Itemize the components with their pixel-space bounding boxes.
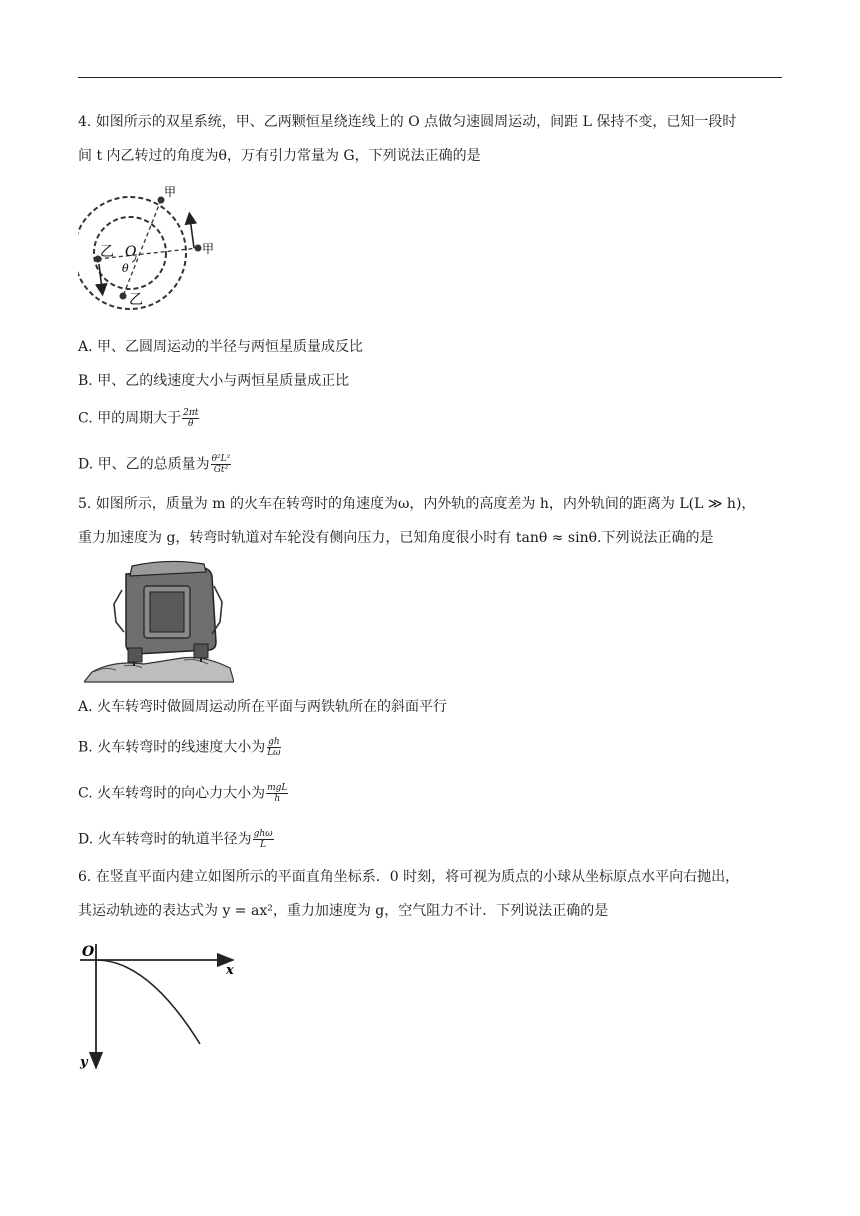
- q4-option-a: A. 甲、乙圆周运动的半径与两恒星质量成反比: [78, 339, 364, 355]
- q4-stem-line2: 间 t 内乙转过的角度为θ，万有引力常量为 G，下列说法正确的是: [78, 148, 481, 164]
- q5-train-figure: [84, 560, 234, 686]
- q4-option-d-denominator: Gt²: [213, 465, 229, 475]
- q4-label-yi-bottom: 乙: [129, 292, 143, 308]
- q5-option-b-fraction: [266, 737, 281, 758]
- q5-stem-line1: 5. 如图所示，质量为 m 的火车在转弯时的角速度为ω，内外轨的高度差为 h，内外轨间的距离为 L(L ≫ h)，: [78, 496, 756, 512]
- q6-trajectory-figure: [78, 940, 248, 1072]
- q4-option-d-numerator: θ²L²: [211, 454, 231, 464]
- q5-option-a: A. 火车转弯时做圆周运动所在平面与两铁轨所在的斜面平行: [78, 699, 448, 715]
- q5-option-d-text: D. 火车转弯时的轨道半径为: [78, 831, 252, 848]
- q6-label-origin: O: [82, 944, 95, 960]
- q4-option-c-fraction: [182, 408, 199, 429]
- q5-option-d-fraction: [253, 829, 274, 850]
- q4-option-c-text: C. 甲的周期大于: [78, 410, 182, 427]
- q6-label-y: y: [80, 1055, 88, 1070]
- q4-label-o: O: [125, 244, 137, 260]
- q5-option-c-fraction: [266, 783, 288, 804]
- q4-option-c-denominator: θ: [188, 419, 194, 429]
- q5-option-d-numerator: ghω: [253, 829, 273, 839]
- q6-stem-line1: 6. 在竖直平面内建立如图所示的平面直角坐标系．0 时刻，将可视为质点的小球从坐标原点水平向右抛出，: [78, 869, 740, 885]
- q4-stem-line1: 4. 如图所示的双星系统，甲、乙两颗恒星绕连线上的 O 点做匀速圆周运动，间距 L 保持不变，已知一段时: [78, 114, 737, 130]
- q4-option-b: B. 甲、乙的线速度大小与两恒星质量成正比: [78, 373, 350, 389]
- q4-option-d-fraction: [211, 454, 232, 475]
- q5-option-b-text: B. 火车转弯时的线速度大小为: [78, 739, 266, 756]
- q5-option-b-denominator: Lω: [267, 748, 281, 758]
- q6-stem-line2: 其运动轨迹的表达式为 y = ax²，重力加速度为 g，空气阻力不计．下列说法正确的是: [78, 903, 609, 919]
- q4-option-d: [78, 454, 231, 475]
- q4-label-theta: θ: [122, 262, 129, 275]
- q4-label-yi-left: 乙: [100, 244, 114, 260]
- q5-option-c-denominator: h: [274, 794, 281, 804]
- q4-label-jia-right: 甲: [202, 242, 215, 256]
- q4-option-c: [78, 408, 199, 429]
- q4-label-jia-top: 甲: [164, 186, 177, 199]
- header-rule: [78, 77, 782, 78]
- q5-option-b: [78, 737, 282, 758]
- q4-option-c-numerator: 2πt: [183, 408, 199, 418]
- q5-option-c-text: C. 火车转弯时的向心力大小为: [78, 785, 266, 802]
- q5-option-d: [78, 829, 274, 850]
- q5-stem-line2: 重力加速度为 g，转弯时轨道对车轮没有侧向压力，已知角度很小时有 tanθ ≈ sinθ.下列说法正确的是: [78, 530, 714, 546]
- q5-option-c: [78, 783, 288, 804]
- q5-option-d-denominator: L: [260, 840, 267, 850]
- q5-option-b-numerator: gh: [268, 737, 280, 747]
- q4-binary-star-figure: [78, 186, 218, 312]
- q4-option-d-text: D. 甲、乙的总质量为: [78, 456, 210, 473]
- q6-label-x: x: [226, 963, 234, 978]
- q5-option-c-numerator: mgL: [267, 783, 288, 793]
